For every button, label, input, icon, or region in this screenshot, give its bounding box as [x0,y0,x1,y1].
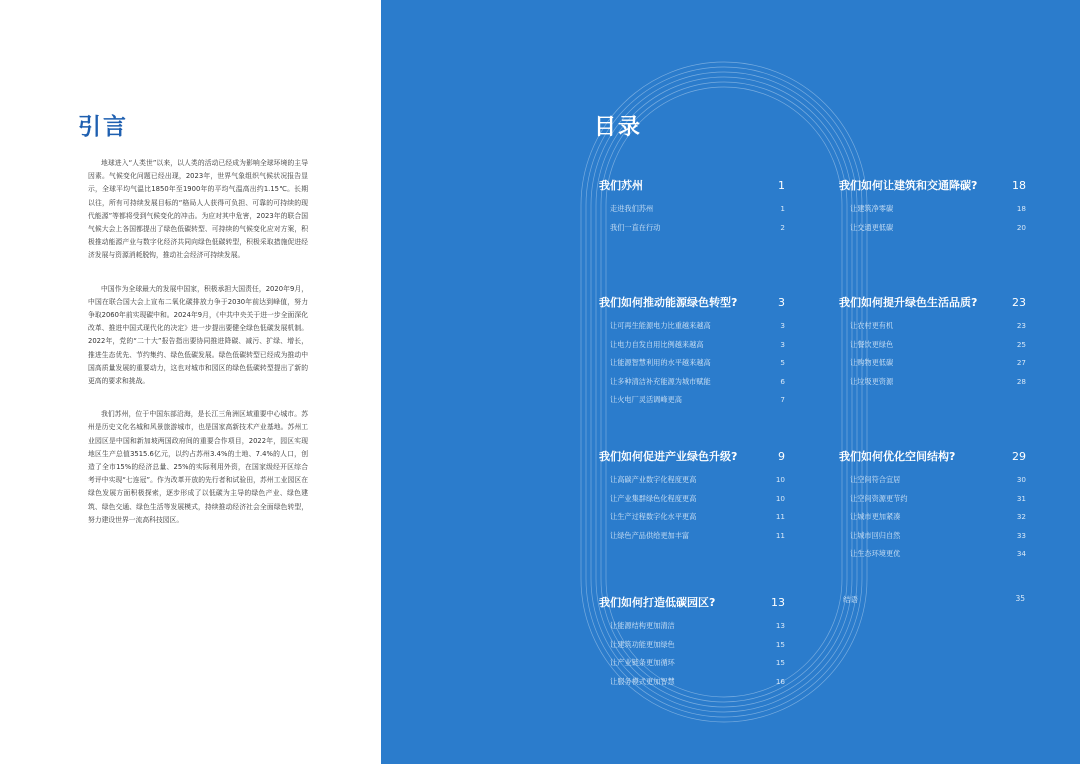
toc-item[interactable]: 让建筑功能更加绿色 15 [610,639,785,649]
toc-item[interactable]: 让城市更加紧凑 32 [850,512,1026,521]
toc-item[interactable]: 我们一直在行动 2 [610,222,785,232]
toc-item[interactable]: 让建筑净零碳 18 [850,204,1026,213]
toc-item[interactable]: 让城市回归自然 33 [850,530,1026,540]
toc-item[interactable]: 让火电厂灵活调峰更高 7 [610,395,785,404]
section-page: 1 [778,179,785,192]
section-title[interactable]: 我们苏州 [599,179,643,192]
end-label[interactable]: 结语 [843,595,858,604]
toc-item[interactable]: 让多种清洁补充能源为城市赋能 6 [610,376,785,386]
toc-item[interactable]: 让农村更有机 23 [850,321,1026,330]
toc-item[interactable]: 让产业链条更加循环 15 [610,658,785,667]
toc-section-1[interactable] [599,177,785,237]
toc-item[interactable]: 让绿色产品供给更加丰富 11 [610,530,785,540]
intro-title: 引言 [78,114,128,140]
toc-section-4[interactable] [839,294,1026,391]
section-title[interactable]: 我们如何打造低碳园区? [599,596,716,609]
section-page: 3 [778,296,785,309]
section-title[interactable]: 我们如何提升绿色生活品质? [839,296,978,309]
section-title[interactable]: 我们如何推动能源绿色转型? [599,296,738,309]
toc-item[interactable]: 让餐饮更绿色 25 [850,339,1026,349]
section-page: 23 [1012,296,1026,309]
intro-text [88,157,308,547]
section-page: 29 [1012,450,1026,463]
section-page: 18 [1012,179,1026,192]
toc-item[interactable]: 让产业集群绿色化程度更高 10 [610,493,785,503]
intro-paragraph-3: 我们苏州，位于中国东部沿海，是长江三角洲区域重要中心城市。苏州是历史文化名城和风景旅游城市，也是国家高新技术产业基地。苏州工业园区是中国和新加坡两国政府间的重要合作项目，2022年，园区实现地区生产总值3515.6亿元，以约占苏州3.4%的土地、7.4%的人口，创造了全市15%的经济总量、25%的实际利用外资，在国家级经开区综合考评中实现“七连冠”。作为改革开放的先行者和试验田，苏州工业园区在绿色发展方面积极探索，逐步形成了以低碳为主导的绿色产业、绿色建筑、绿色交通、绿色生活等发展模式，持续推动经济社会全面绿色转型，努力建设世界一流高科技园区。 [88,410,308,524]
toc-item[interactable]: 让服务模式更加智慧 16 [610,676,785,686]
toc-section-6[interactable] [839,448,1026,564]
section-title[interactable]: 我们如何让建筑和交通降碳? [839,179,978,192]
section-page: 13 [771,596,785,609]
toc-section-5[interactable] [599,448,785,545]
toc-item[interactable]: 让电力自发自用比例越来越高 3 [610,339,785,349]
end-page: 35 [1015,594,1025,603]
toc-page [381,0,1080,764]
section-page: 9 [778,450,785,463]
section-title[interactable]: 我们如何优化空间结构? [839,450,956,463]
toc-item[interactable]: 让空间资源更节约 31 [850,493,1026,503]
intro-paragraph-1: 地球进入“人类世”以来，以人类的活动已经成为影响全球环境的主导因素。气候变化问题已经出现，2023年，世界气象组织气候状况报告显示，全球平均气温比1850年至1900年的平均气温高出约1.15℃。长期以往，所有可持续发展目标的“格局人人获得可负担、可靠的可持续的现代能源”等都将受到气候变化的冲击。为应对其中危害，2023年的联合国气候大会上各国都提出了绿色低碳转型、可持续的气候变化应对方案，积极推动能源产业与数字化经济共同向绿色低碳转型，积极采取措施促进经济发展与资源消耗脱钩，推动社会经济可持续发展。 [88,159,308,260]
toc-title: 目录 [594,115,643,140]
toc-item[interactable]: 让垃圾更资源 28 [850,376,1026,386]
toc-item[interactable]: 让高碳产业数字化程度更高 10 [610,475,785,484]
toc-item[interactable]: 让能源智慧利用的水平越来越高 5 [610,358,785,367]
toc-item[interactable]: 让生产过程数字化水平更高 11 [610,512,785,521]
section-title[interactable]: 我们如何促进产业绿色升级? [599,450,738,463]
toc-item[interactable]: 让购物更低碳 27 [850,358,1026,367]
toc-end-item[interactable] [843,594,1025,605]
intro-page [0,0,381,764]
toc-item[interactable]: 让能源结构更加清洁 13 [610,621,785,630]
toc-item[interactable]: 让生态环境更优 34 [850,549,1026,558]
toc-section-7[interactable] [599,594,785,691]
toc-section-3[interactable] [599,294,785,410]
toc-item[interactable]: 让空间符合宜居 30 [850,475,1026,484]
toc-section-2[interactable] [839,177,1026,237]
intro-paragraph-2: 中国作为全球最大的发展中国家，积极承担大国责任，2020年9月，中国在联合国大会上宣布二氧化碳排放力争于2030年前达到峰值，努力争取2060年前实现碳中和。2024年9月，《中共中央关于进一步全面深化改革、推进中国式现代化的决定》进一步提出要健全绿色低碳发展机制。2022年，党的“二十大”报告指出要协同推进降碳、减污、扩绿、增长，推进生态优先、节约集约、绿色低碳发展。绿色低碳转型已经成为推动中国高质量发展的重要动力，这也对城市和园区的绿色低碳转型提出了新的更高的要求和挑战。 [88,284,308,386]
toc-item[interactable]: 走进我们苏州 1 [610,204,785,213]
toc-item[interactable]: 让可再生能源电力比重越来越高 3 [610,321,785,330]
toc-item[interactable]: 让交通更低碳 20 [850,222,1026,232]
